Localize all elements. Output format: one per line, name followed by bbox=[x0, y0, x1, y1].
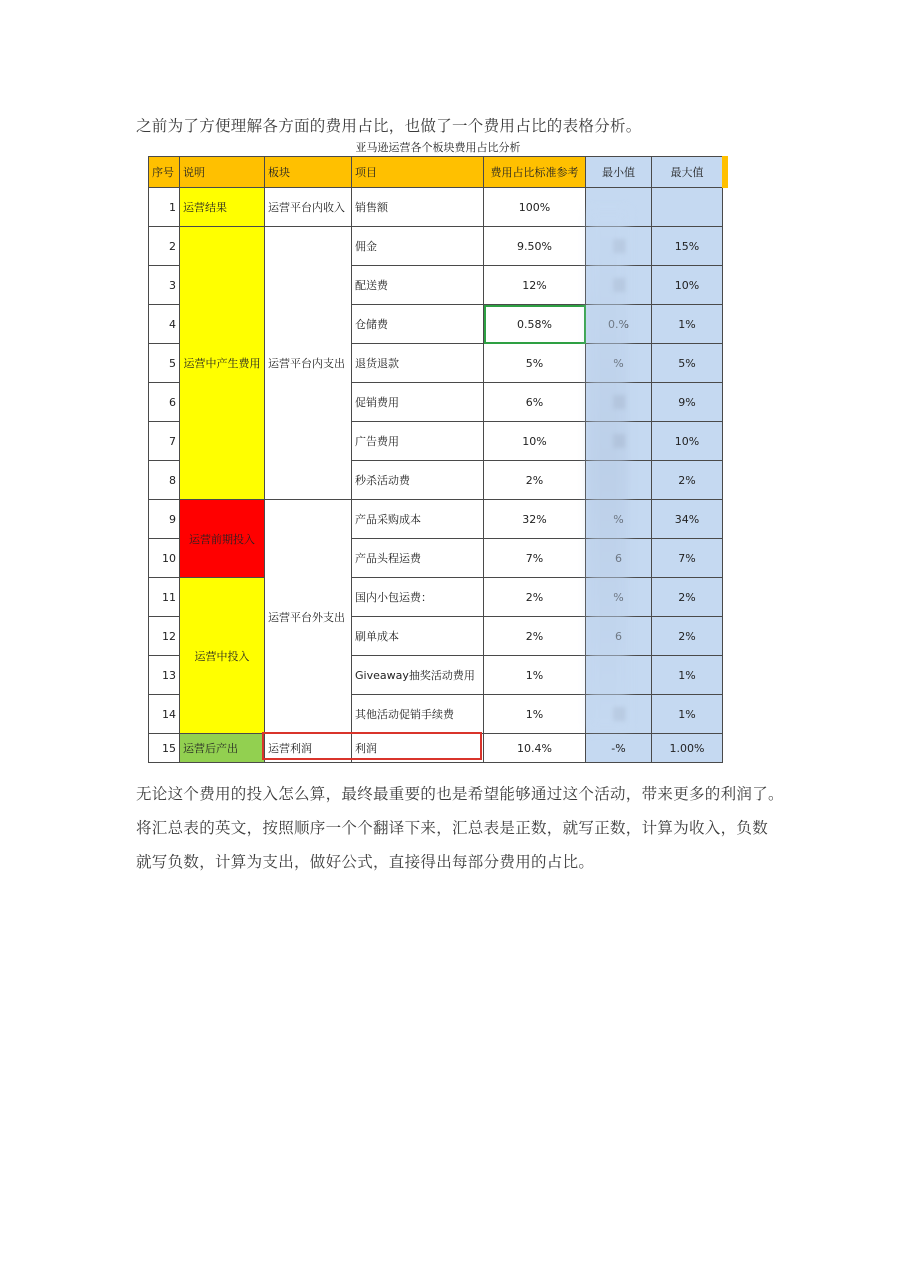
ref-value: 2% bbox=[484, 617, 586, 656]
row-number: 8 bbox=[149, 461, 180, 500]
max-value: 1.00% bbox=[652, 734, 723, 763]
item-label: 促销费用 bbox=[352, 383, 484, 422]
ref-value: 100% bbox=[484, 188, 586, 227]
ref-value: 7% bbox=[484, 539, 586, 578]
item-label: 仓储费 bbox=[352, 305, 484, 344]
ref-value: 12% bbox=[484, 266, 586, 305]
max-value: 15% bbox=[652, 227, 723, 266]
table-row bbox=[149, 500, 723, 539]
outro-paragraph-1: 无论这个费用的投入怎么算，最终最重要的也是希望能够通过这个活动，带来更多的利润了。 bbox=[136, 785, 784, 803]
selected-cell[interactable]: 0.58% bbox=[484, 305, 586, 344]
item-label: 配送费 bbox=[352, 266, 484, 305]
item-label: 其他活动促销手续费 bbox=[352, 695, 484, 734]
item-label: 广告费用 bbox=[352, 422, 484, 461]
row-number: 13 bbox=[149, 656, 180, 695]
ref-value: 6% bbox=[484, 383, 586, 422]
col-header-section: 板块 bbox=[265, 157, 352, 188]
highlight-box bbox=[262, 732, 482, 760]
table-row bbox=[149, 227, 723, 266]
min-value: -% bbox=[586, 734, 652, 763]
section-label: 运营利润 bbox=[265, 734, 352, 763]
col-header-desc: 说明 bbox=[180, 157, 265, 188]
item-label: 国内小包运费： bbox=[352, 578, 484, 617]
col-header-ref: 费用占比标准参考 bbox=[484, 157, 586, 188]
max-value: 2% bbox=[652, 578, 723, 617]
ref-value: 2% bbox=[484, 461, 586, 500]
max-value: 1% bbox=[652, 695, 723, 734]
cost-ratio-table bbox=[148, 156, 723, 763]
max-value: 9% bbox=[652, 383, 723, 422]
ref-value: 32% bbox=[484, 500, 586, 539]
ref-value: 5% bbox=[484, 344, 586, 383]
row-number: 7 bbox=[149, 422, 180, 461]
item-label: 销售额 bbox=[352, 188, 484, 227]
row-number: 6 bbox=[149, 383, 180, 422]
max-value: 1% bbox=[652, 656, 723, 695]
outro-paragraph-3: 就写负数，计算为支出，做好公式，直接得出每部分费用的占比。 bbox=[136, 853, 595, 871]
header-row bbox=[149, 157, 723, 188]
max-value bbox=[652, 188, 723, 227]
intro-paragraph: 之前为了方便理解各方面的费用占比，也做了一个费用占比的表格分析。 bbox=[136, 117, 642, 135]
item-label: 产品采购成本 bbox=[352, 500, 484, 539]
section-label: 运营平台内支出 bbox=[265, 227, 352, 500]
row-number: 10 bbox=[149, 539, 180, 578]
ref-value: 2% bbox=[484, 578, 586, 617]
item-label: 利润 bbox=[352, 734, 484, 763]
section-label: 运营平台内收入 bbox=[265, 188, 352, 227]
row-number: 1 bbox=[149, 188, 180, 227]
max-value: 2% bbox=[652, 461, 723, 500]
row-number: 12 bbox=[149, 617, 180, 656]
blur-overlay bbox=[588, 210, 628, 730]
row-number: 5 bbox=[149, 344, 180, 383]
sheet-title: 亚马逊运营各个板块费用占比分析 bbox=[355, 141, 521, 154]
row-number: 3 bbox=[149, 266, 180, 305]
max-value: 7% bbox=[652, 539, 723, 578]
col-header-min: 最小值 bbox=[586, 157, 652, 188]
cropped-column bbox=[722, 156, 728, 188]
row-number: 15 bbox=[149, 734, 180, 763]
max-value: 1% bbox=[652, 305, 723, 344]
item-label: 刷单成本 bbox=[352, 617, 484, 656]
ref-value: 1% bbox=[484, 695, 586, 734]
item-label: 秒杀活动费 bbox=[352, 461, 484, 500]
row-number: 9 bbox=[149, 500, 180, 539]
table-row bbox=[149, 188, 723, 227]
max-value: 34% bbox=[652, 500, 723, 539]
max-value: 10% bbox=[652, 422, 723, 461]
group-label: 运营中投入 bbox=[180, 578, 265, 734]
table-row bbox=[149, 578, 723, 617]
section-label: 运营平台外支出 bbox=[265, 500, 352, 734]
max-value: 2% bbox=[652, 617, 723, 656]
item-label: 退货退款 bbox=[352, 344, 484, 383]
group-label: 运营前期投入 bbox=[180, 500, 265, 578]
row-number: 4 bbox=[149, 305, 180, 344]
ref-value: 1% bbox=[484, 656, 586, 695]
item-label: 佣金 bbox=[352, 227, 484, 266]
row-number: 14 bbox=[149, 695, 180, 734]
item-label: Giveaway抽奖活动费用 bbox=[352, 656, 484, 695]
max-value: 5% bbox=[652, 344, 723, 383]
col-header-max: 最大值 bbox=[652, 157, 723, 188]
row-number: 2 bbox=[149, 227, 180, 266]
row-number: 11 bbox=[149, 578, 180, 617]
item-label: 产品头程运费 bbox=[352, 539, 484, 578]
ref-value: 10% bbox=[484, 422, 586, 461]
col-header-no: 序号 bbox=[149, 157, 180, 188]
group-label: 运营中产生费用 bbox=[180, 227, 265, 500]
ref-value: 9.50% bbox=[484, 227, 586, 266]
ref-value: 10.4% bbox=[484, 734, 586, 763]
max-value: 10% bbox=[652, 266, 723, 305]
col-header-item: 项目 bbox=[352, 157, 484, 188]
group-label: 运营结果 bbox=[180, 188, 265, 227]
spreadsheet-screenshot bbox=[148, 140, 728, 764]
outro-paragraph-2: 将汇总表的英文，按照顺序一个个翻译下来，汇总表是正数，就写正数，计算为收入，负数 bbox=[136, 819, 769, 837]
group-label: 运营后产出 bbox=[180, 734, 265, 763]
